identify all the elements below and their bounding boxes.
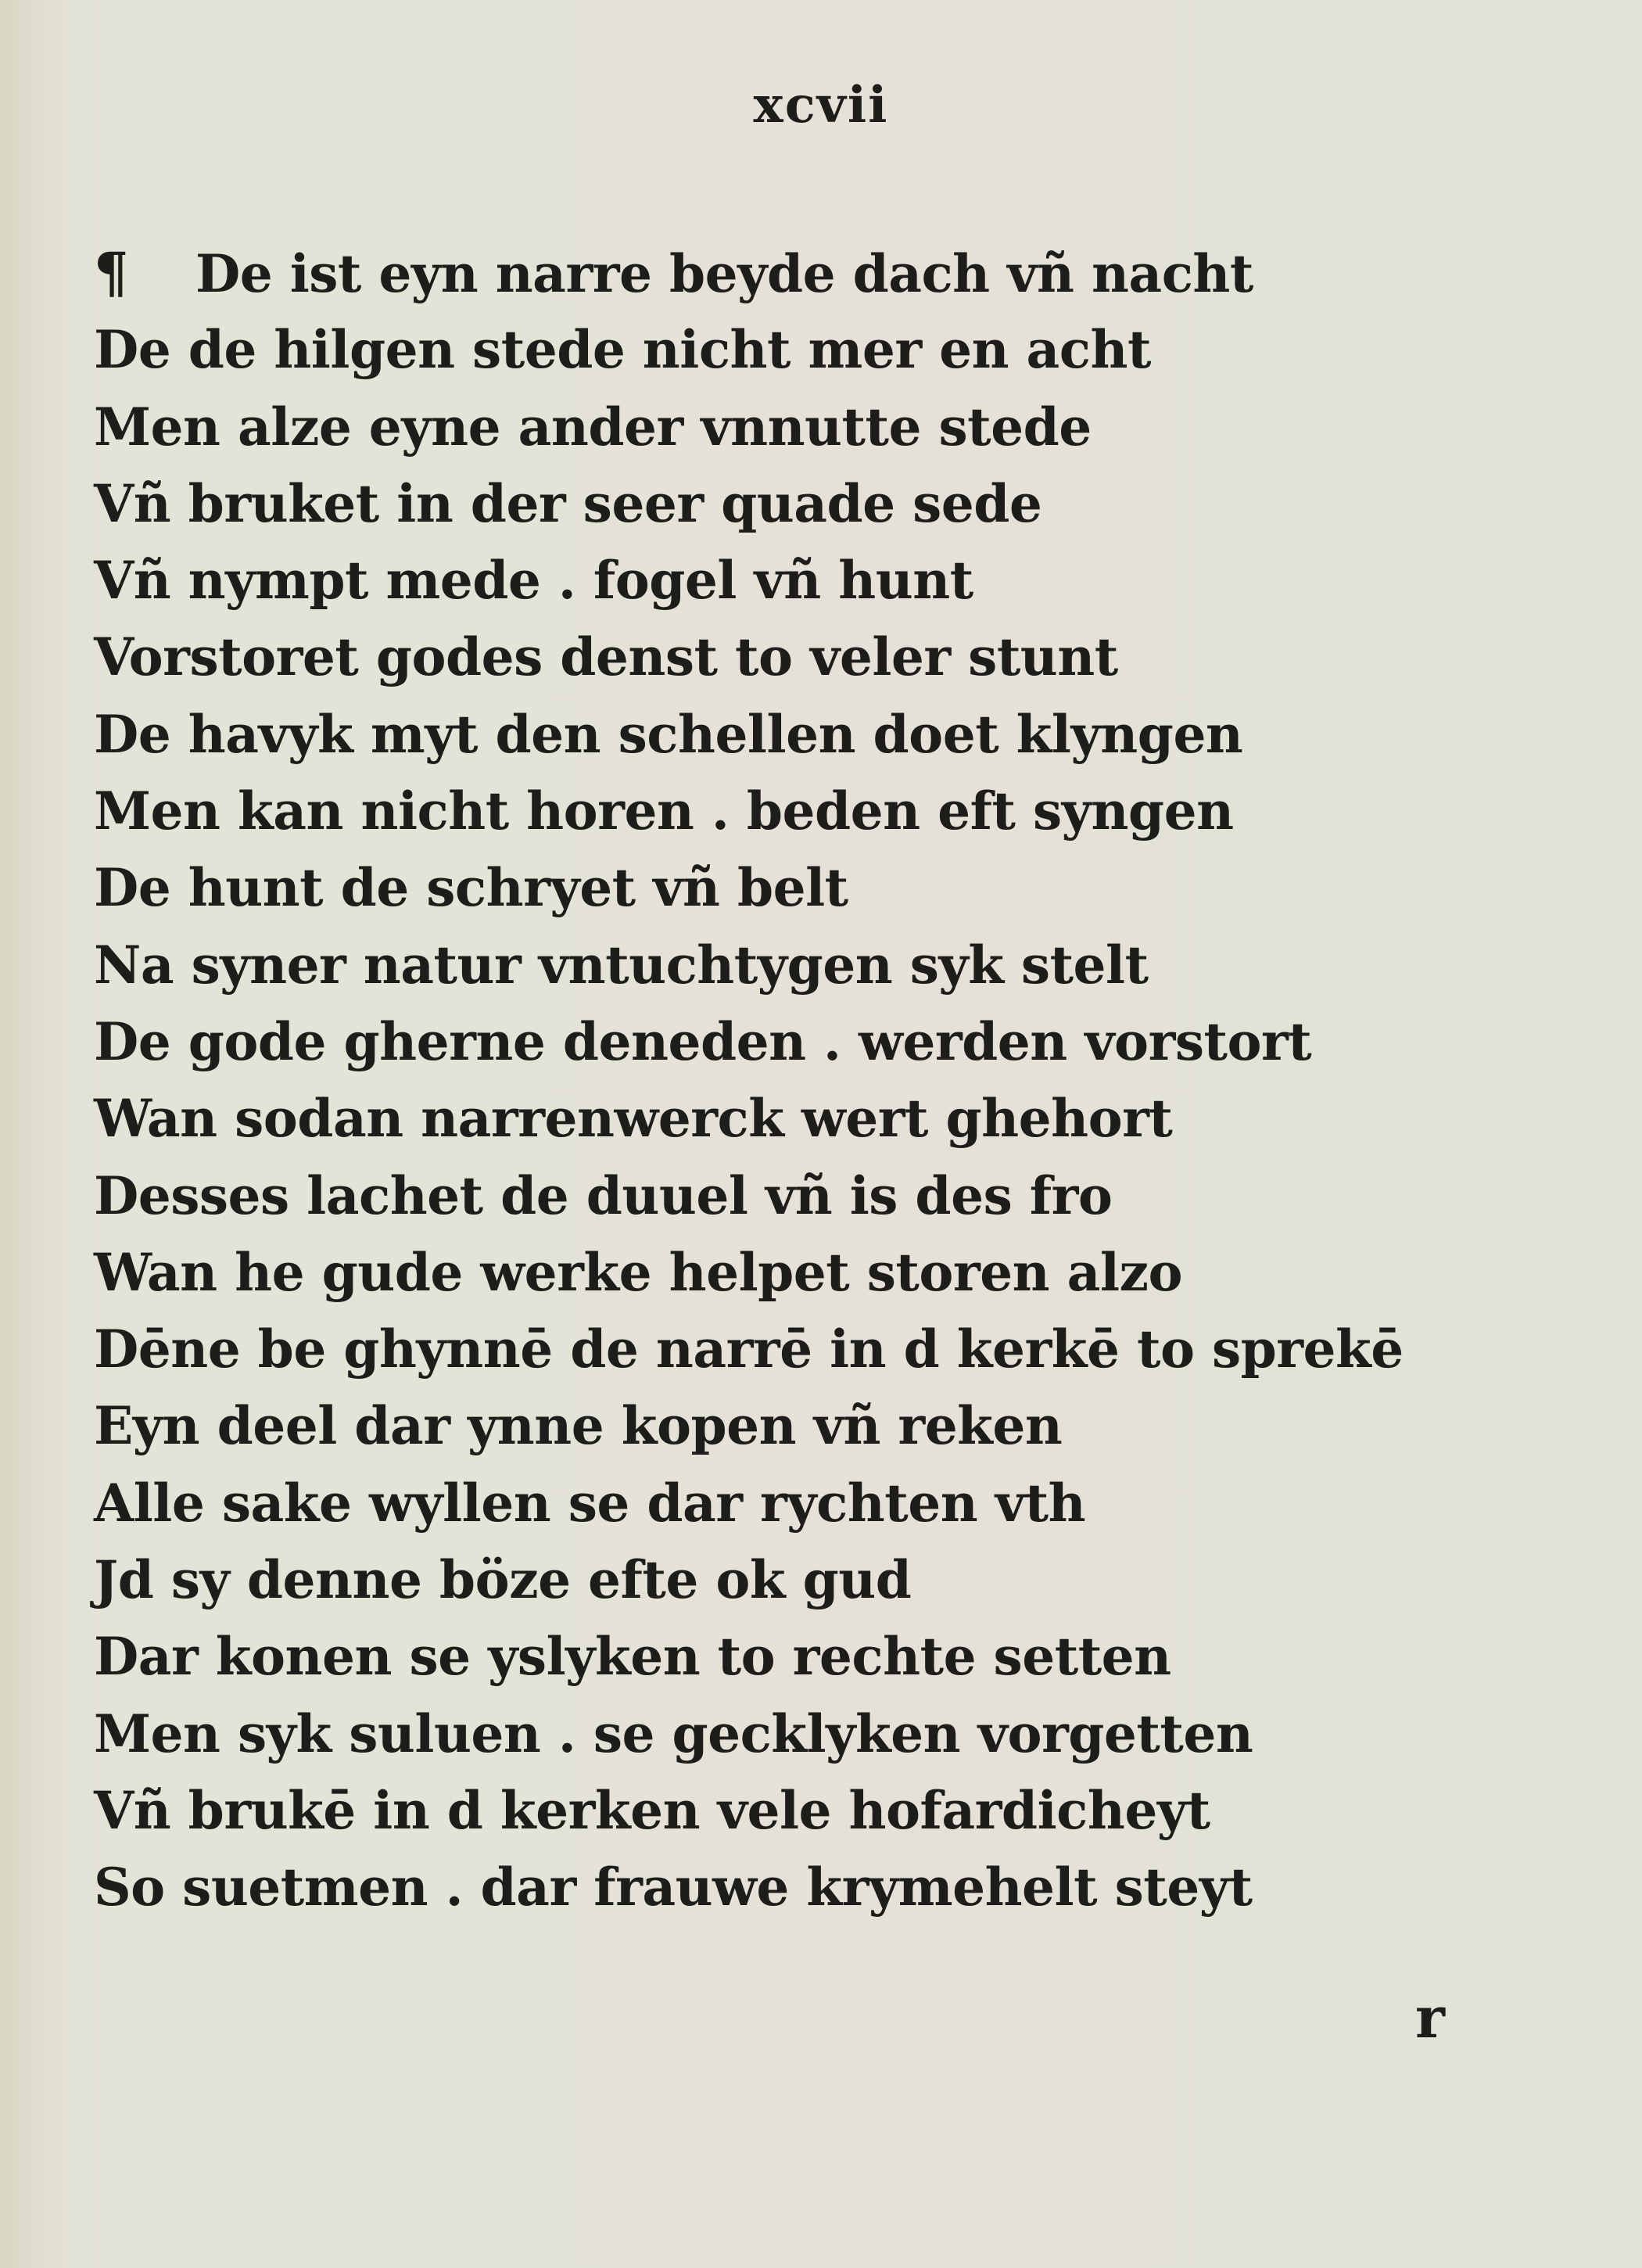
verse-line: Alle sake wyllen se dar rychten vth bbox=[94, 1472, 1086, 1534]
verse-line: Dēne be ghynnē de narrē in d kerkē to sprekē bbox=[94, 1319, 1404, 1380]
folio-number: xcvii bbox=[753, 76, 889, 135]
verse-line: So suetmen . dar frauwe krymehelt steyt bbox=[94, 1857, 1253, 1918]
verse-line: Men syk suluen . se gecklyken vorgetten bbox=[94, 1703, 1253, 1764]
verse-line: Jd sy denne böze efte ok gud bbox=[94, 1549, 912, 1611]
verse-line: Vñ nympt mede . fogel vñ hunt bbox=[94, 550, 973, 612]
verse-line: Wan he gude werke helpet storen alzo bbox=[94, 1241, 1182, 1303]
verse-line: Desses lachet de duuel vñ is des fro bbox=[94, 1165, 1113, 1226]
verse-block bbox=[94, 235, 1579, 1926]
verse-line: De gode gherne deneden . werden vorstort bbox=[94, 1010, 1312, 1072]
verse-line: Vorstoret godes denst to veler stunt bbox=[94, 626, 1118, 688]
signature-mark: r bbox=[1415, 1984, 1445, 2051]
verse-line: Vñ bruket in der seer quade sede bbox=[94, 472, 1042, 534]
verse-line: Men kan nicht horen . beden eft syngen bbox=[94, 781, 1234, 842]
verse-line: Wan sodan narrenwerck wert ghehort bbox=[94, 1088, 1173, 1150]
verse-line-text: De ist eyn narre beyde dach vñ nacht bbox=[195, 243, 1253, 304]
pilcrow-mark: ¶ bbox=[94, 240, 129, 305]
verse-line: De havyk myt den schellen doet klyngen bbox=[94, 703, 1243, 765]
verse-line: De de hilgen stede nicht mer en acht bbox=[94, 319, 1151, 381]
verse-line: Na syner natur vntuchtygen syk stelt bbox=[94, 934, 1149, 996]
verse-line: Eyn deel dar ynne kopen vñ reken bbox=[94, 1395, 1063, 1457]
verse-line: Vñ brukē in d kerken vele hofardicheyt bbox=[94, 1779, 1210, 1841]
verse-line: Dar konen se yslyken to rechte setten bbox=[94, 1626, 1171, 1688]
verse-line bbox=[94, 235, 1579, 311]
verse-line: De hunt de schryet vñ belt bbox=[94, 857, 848, 919]
verse-line: Men alze eyne ander vnnutte stede bbox=[94, 396, 1092, 458]
